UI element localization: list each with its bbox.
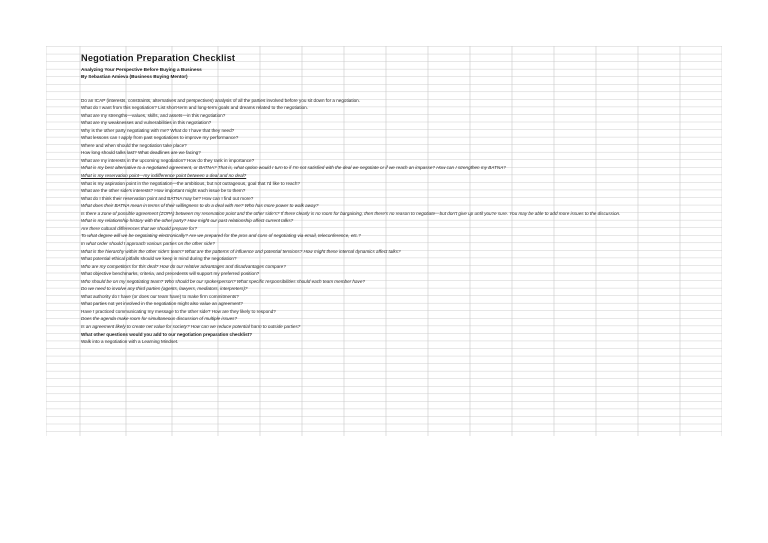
checklist-row: In what order should I approach various parties on the other side? bbox=[81, 240, 215, 246]
document-subtitle: Analyzing Your Perspective Before Buying a Business bbox=[81, 67, 202, 72]
checklist-row: What is my aspiration point in the negotiation—the ambitious, but not outrageous, goal that I'd like to reach? bbox=[81, 180, 300, 186]
checklist-row: What authority do I have (or does our team have) to make firm commitments? bbox=[81, 293, 239, 299]
checklist-row: What does their BATNA mean in terms of their willingness to do a deal with me? Who has more power to walk away? bbox=[81, 203, 319, 209]
checklist-row: Does the agenda make room for simultaneous discussion of multiple issues? bbox=[81, 316, 238, 322]
checklist-row: Why is the other party negotiating with me? What do I have that they need? bbox=[81, 127, 235, 133]
document-title: Negotiation Preparation Checklist bbox=[81, 53, 236, 63]
checklist-row: Walk into a negotiation with a Learning Mindset. bbox=[81, 339, 179, 345]
checklist-row: Do an ICAP (interests, constraints, alternatives and perspectives) analysis of all the parties involved before you sit down for a negotiation. bbox=[81, 97, 361, 103]
checklist-row: Do we need to involve any third parties (agents, lawyers, mediators, interpreters)? bbox=[81, 286, 248, 292]
checklist-row: What potential ethical pitfalls should we keep in mind during the negotiation? bbox=[81, 256, 237, 262]
checklist-row: Who are my competitors for this deal? How do our relative advantages and disadvantages compare? bbox=[81, 263, 286, 269]
document-byline: By Sebastian Amieva (Business Buying Mentor) bbox=[81, 74, 188, 79]
checklist-row: What are my weaknesses and vulnerabilities in this negotiation? bbox=[81, 120, 212, 126]
checklist-row: What are my interests in the upcoming negotiation? How do they rank in importance? bbox=[81, 157, 255, 163]
checklist-row: What objective benchmarks, criteria, and precedents will support my preferred position? bbox=[81, 271, 260, 277]
checklist-row: What do I want from this negotiation? List short-term and long-term goals and dreams related to the negotiation. bbox=[81, 105, 309, 111]
checklist-row: What lessons can I apply from past negotiations to improve my performance? bbox=[81, 135, 239, 141]
checklist-row: What are my strengths—values, skills, and assets—in this negotiation? bbox=[81, 112, 226, 118]
checklist-row: Have I practiced communicating my message to the other side? How are they likely to respond? bbox=[81, 308, 276, 314]
checklist-row: How long should talks last? What deadlines are we facing? bbox=[81, 150, 201, 156]
checklist-row: What is my relationship history with the other party? How might our past relationship affect current talks? bbox=[81, 218, 294, 224]
checklist-row: Are there cultural differences that we should prepare for? bbox=[81, 225, 197, 231]
checklist-row: To what degree will we be negotiating electronically? Are we prepared for the pros and cons of negotiating via email, teleconference, etc.? bbox=[81, 233, 361, 239]
checklist-row: What other questions would you add to our negotiation preparation checklist? bbox=[81, 331, 252, 337]
checklist-row: Where and when should the negotiation take place? bbox=[81, 142, 187, 148]
checklist-row: Is an agreement likely to create net value for society? How can we reduce potential harm to outside parties? bbox=[81, 324, 301, 329]
checklist-row: What do I think their reservation point and BATNA may be? How can I find out more? bbox=[81, 195, 254, 201]
spreadsheet-page bbox=[46, 46, 722, 436]
checklist-row: Who should be on my negotiating team? Who should be our spokesperson? What specific responsibilities should each team member have? bbox=[81, 278, 365, 284]
checklist-row: Is there a zone of possible agreement (ZOPA) between my reservation point and the other side's? If there clearly is no room for bargaining, then there's no reason to negotiate—but don't give up until you're sure. You may be able to add more issues to the discussion. bbox=[81, 210, 621, 216]
checklist-row: What is my reservation point—my indifference point between a deal and no deal? bbox=[81, 173, 247, 178]
checklist-row: What parties not yet involved in the negotiation might also value an agreement? bbox=[81, 301, 243, 307]
checklist-row: What is my best alternative to a negotiated agreement, or BATNA? That is, what option would I turn to if I'm not satisfied with the deal we negotiate or if we reach an impasse? How can I strengthen my BATNA? bbox=[81, 165, 506, 171]
checklist-row: What are the other side's interests? How important might each issue be to them? bbox=[81, 188, 246, 194]
checklist-row: What is the hierarchy within the other side's team? What are the patterns of influence and potential tensions? How might these internal dynamics affect talks? bbox=[81, 248, 401, 254]
